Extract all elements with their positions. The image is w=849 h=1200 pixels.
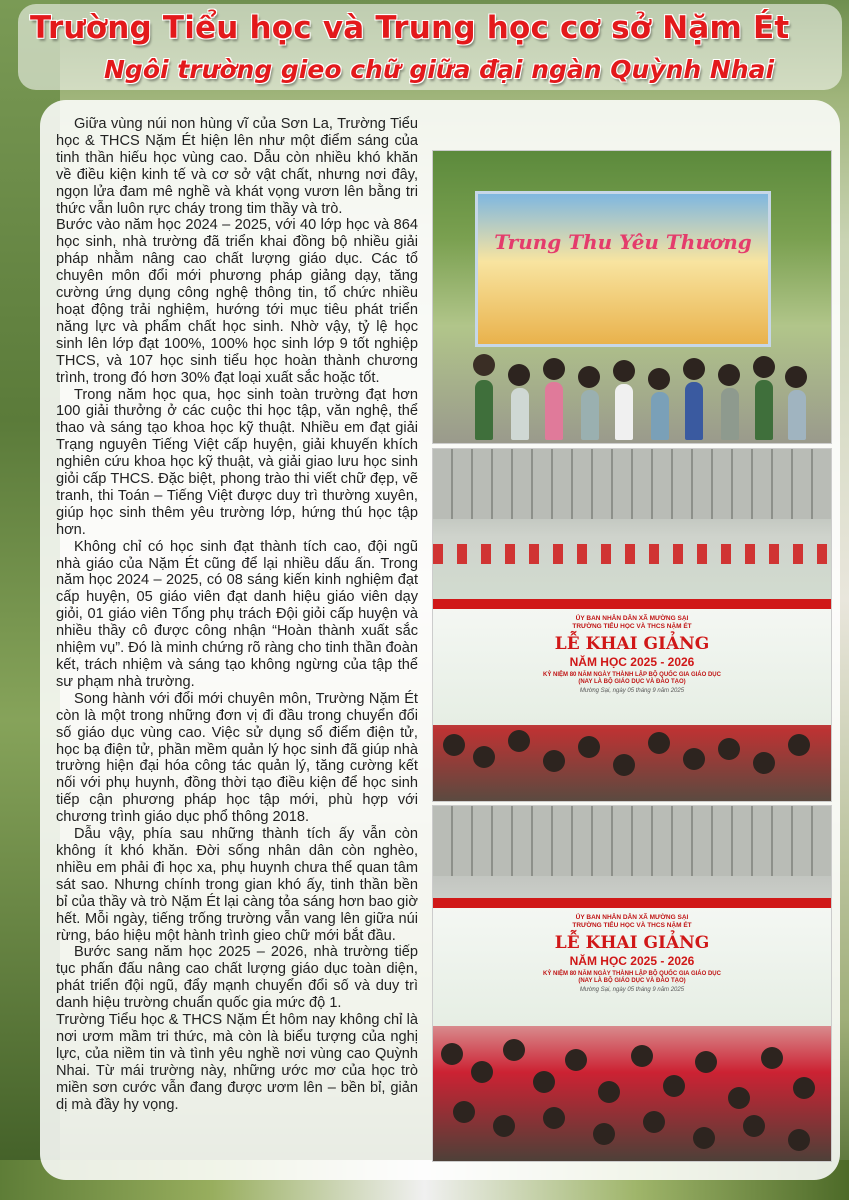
photo-opening-ceremony-stage <box>432 448 832 802</box>
banner-organization: ỦY BAN NHÂN DÂN XÃ MƯỜNG SẠI TRƯỜNG TIỂU HỌC VÀ THCS NẶM ÉT <box>572 914 692 929</box>
roof <box>433 449 831 519</box>
banner-school-year: NĂM HỌC 2025 - 2026 <box>569 954 695 968</box>
article-paragraph: Bước sang năm học 2025 – 2026, nhà trường tiếp tục phấn đấu nâng cao chất lượng giáo dục toàn diện, phát triển đội ngũ, đẩy mạnh chuyển đổi số và duy trì danh hiệu trường chuẩn quốc gia mức độ 1. <box>56 944 418 1012</box>
article-paragraph: Song hành với đổi mới chuyên môn, Trường Nặm Ét còn là một trong những đơn vị đi đầu trong chuyển đổi số giáo dục vùng cao. Việc sử dụng sổ điểm điện tử, học bạ điện tử, phần mềm quản lý học sinh đã giúp nhà trường hiện đại hóa công tác quản lý, tăng cường kết nối với phụ huynh, đồng thời tạo điều kiện để học sinh tiếp cận phương pháp học tập mới, phù hợp với chương trình giáo dục phổ thông 2018. <box>56 690 418 826</box>
article-paragraph: Trường Tiểu học & THCS Nặm Ét hôm nay không chỉ là nơi ươm mầm tri thức, mà còn là biểu tượng của nghị lực, của niềm tin và tình yêu nghề nơi vùng cao Quỳnh Nhai. Từ mái trường này, những ước mơ của học trò miền sơn cước vẫn đang được ươm lên – bền bỉ, giản dị mà đầy hy vọng. <box>56 1012 418 1113</box>
audience <box>433 724 831 801</box>
page-subtitle: Ngôi trường gieo chữ giữa đại ngàn Quỳnh Nhai <box>104 55 775 84</box>
banner-party-slogan: ĐẢNG CỘNG SẢN VIỆT NAM QUANG VINH MUÔN NĂM <box>433 898 831 908</box>
banner-title: LỄ KHAI GIẢNG <box>554 933 710 953</box>
banner-date: Mường Sại, ngày 05 tháng 9 năm 2025 <box>579 987 685 993</box>
photo-mid-autumn-event <box>432 150 832 444</box>
banner-organization: ỦY BAN NHÂN DÂN XÃ MƯỜNG SẠI TRƯỜNG TIỂU HỌC VÀ THCS NẶM ÉT <box>572 615 692 630</box>
ceremony-banner <box>433 898 831 1026</box>
page-title: Trường Tiểu học và Trung học cơ sở Nặm Ét <box>30 10 790 46</box>
roof <box>433 806 831 876</box>
banner-anniversary: KỶ NIỆM 80 NĂM NGÀY THÀNH LẬP BỘ QUỐC GIA GIÁO DỤC (NAY LÀ BỘ GIÁO DỤC VÀ ĐÀO TẠO) <box>543 971 721 984</box>
banner-anniversary: KỶ NIỆM 80 NĂM NGÀY THÀNH LẬP BỘ QUỐC GIA GIÁO DỤC (NAY LÀ BỘ GIÁO DỤC VÀ ĐÀO TẠO) <box>543 672 721 685</box>
audience <box>433 1031 831 1161</box>
article-paragraph: Bước vào năm học 2024 – 2025, với 40 lớp học và 864 học sinh, nhà trường đã triển khai đồng bộ nhiều giải pháp nhằm nâng cao chất lượng giáo dục. Các tổ chuyên môn đổi mới phương pháp giảng dạy, tăng cường ứng dụng công nghệ thông tin, tổ chức nhiều hoạt động trải nghiệm, hướng tới mục tiêu phát triển năng lực và phẩm chất học sinh. Nhờ vậy, tỷ lệ học sinh lên lớp đạt 100%, 100% học sinh lớp 9 tốt nghiệp THCS, và 107 học sinh tiểu học hoàn thành chương trình, trong đó hơn 30% đạt loại xuất sắc hoặc tốt. <box>56 217 418 386</box>
banner-date: Mường Sại, ngày 05 tháng 9 năm 2025 <box>579 688 685 694</box>
article-body <box>56 116 418 1113</box>
ceremony-banner <box>433 599 831 725</box>
banner-title: Trung Thu Yêu Thương <box>494 230 752 254</box>
group-of-students <box>433 346 831 443</box>
photo-banner <box>475 191 771 347</box>
banner-school-year: NĂM HỌC 2025 - 2026 <box>569 655 695 669</box>
banner-title: LỄ KHAI GIẢNG <box>554 634 710 654</box>
article-paragraph: Không chỉ có học sinh đạt thành tích cao, đội ngũ nhà giáo của Nặm Ét cũng để lại nhiều dấu ấn. Trong năm học 2024 – 2025, có 08 sáng kiến kinh nghiệm đạt cấp huyện, 05 giáo viên đạt danh hiệu giáo viên dạy giỏi, 01 giáo viên Tổng phụ trách Đội giỏi cấp huyện và nhiều thầy cô được công nhận “Hoàn thành xuất sắc nhiệm vụ”. Đó là minh chứng rõ ràng cho tinh thần đoàn kết, trách nhiệm và sáng tạo không ngừng của tập thể sư phạm nhà trường. <box>56 538 418 690</box>
flag-bunting <box>433 544 831 564</box>
article-paragraph: Giữa vùng núi non hùng vĩ của Sơn La, Trường Tiểu học & THCS Nặm Ét hiện lên như một điểm sáng của tinh thần hiếu học vùng cao. Dẫu còn nhiều khó khăn về điều kiện kinh tế và cơ sở vật chất, nhưng nơi đây, ngọn lửa đam mê nghề và khát vọng vươn lên bằng tri thức vẫn luôn rực cháy trong tim thầy và trò. <box>56 116 418 217</box>
article-paragraph: Trong năm học qua, học sinh toàn trường đạt hơn 100 giải thưởng ở các cuộc thi học tập, văn nghệ, thể thao và sáng tạo khoa học kỹ thuật. Nhiều em đạt giải Trạng nguyên Tiếng Việt cấp huyện, giải khuyến khích nghiên cứu khoa học kỹ thuật, và giải giao lưu học sinh giỏi cấp THCS. Đặc biệt, phong trào thi viết chữ đẹp, vẽ tranh, thi Toán – Tiếng Việt được duy trì thường xuyên, giúp học sinh thêm yêu trường lớp, hứng thú học tập hơn. <box>56 386 418 538</box>
article-paragraph: Dẫu vậy, phía sau những thành tích ấy vẫn còn không ít khó khăn. Đời sống nhân dân còn nghèo, nhiều em phải đi học xa, phụ huynh chưa thể quan tâm sát sao. Nhưng chính trong gian khó ấy, tinh thần bền bỉ của thầy và trò Nặm Ét lại càng tỏa sáng hơn bao giờ hết. Mỗi ngày, tiếng trống trường vẫn vang lên giữa núi rừng, báo hiệu một hành trình gieo chữ mới bắt đầu. <box>56 826 418 944</box>
photo-opening-ceremony-audience <box>432 805 832 1162</box>
banner-party-slogan: ĐẢNG CỘNG SẢN VIỆT NAM QUANG VINH MUÔN NĂM <box>433 599 831 609</box>
